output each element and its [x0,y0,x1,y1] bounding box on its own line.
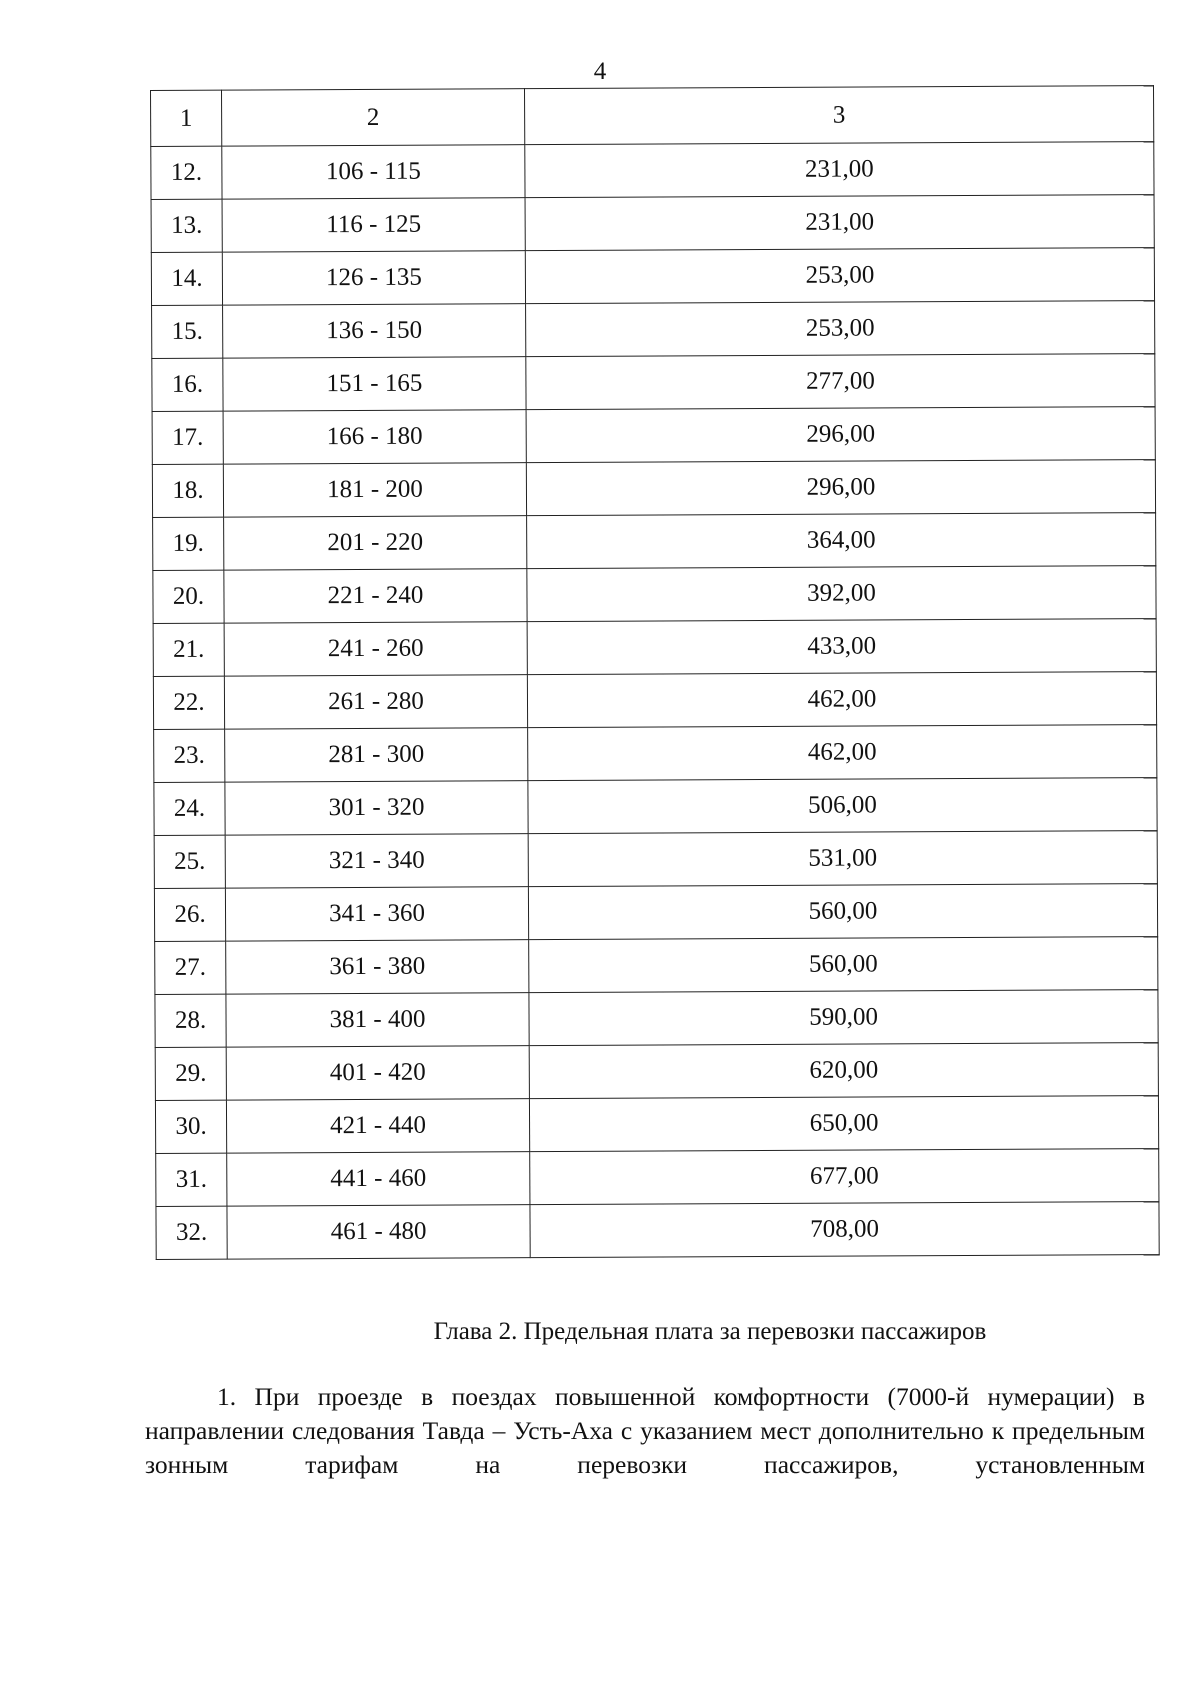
table-row [151,195,1154,253]
distance-range-cell: 166 - 180 [223,410,526,464]
table-row [152,460,1155,518]
tariff-cell: 560,00 [529,937,1158,993]
tariff-cell: 231,00 [525,142,1154,198]
tariff-table [150,85,1160,1260]
table-row [154,884,1157,942]
distance-range-cell: 241 - 260 [224,622,527,676]
distance-range-cell: 126 - 135 [222,251,525,305]
row-number-cell: 21. [153,623,224,676]
table-row [152,301,1155,359]
table-row [152,407,1155,465]
row-number-cell: 22. [153,676,224,729]
table-row [155,1043,1158,1101]
row-number-cell: 14. [151,252,222,305]
row-number-cell: 28. [155,994,226,1047]
tariff-cell: 531,00 [528,831,1157,887]
distance-range-cell: 421 - 440 [226,1099,529,1153]
header-cell-1: 1 [151,90,222,146]
row-number-cell: 27. [155,941,226,994]
table-row [153,672,1156,730]
distance-range-cell: 116 - 125 [222,198,525,252]
tariff-cell: 253,00 [525,248,1154,304]
tariff-cell: 253,00 [526,301,1155,357]
tariff-cell: 392,00 [527,566,1156,622]
table-row [155,937,1158,995]
tariff-cell: 506,00 [528,778,1157,834]
tariff-cell: 560,00 [528,884,1157,940]
distance-range-cell: 341 - 360 [225,887,528,941]
table-row [151,142,1154,200]
distance-range-cell: 461 - 480 [227,1205,530,1259]
table-row [153,513,1156,571]
table-body [151,86,1160,1260]
tariff-cell: 433,00 [527,619,1156,675]
row-number-cell: 32. [156,1206,227,1259]
row-number-cell: 17. [152,411,223,464]
distance-range-cell: 361 - 380 [226,940,529,994]
tariff-cell: 277,00 [526,354,1155,410]
table-row [153,566,1156,624]
tariff-cell: 462,00 [527,672,1156,728]
tariff-cell: 590,00 [529,990,1158,1046]
table-row [154,778,1157,836]
table-row [151,248,1154,306]
tariff-cell: 462,00 [528,725,1157,781]
table-header-row [151,86,1154,147]
distance-range-cell: 221 - 240 [224,569,527,623]
distance-range-cell: 321 - 340 [225,834,528,888]
header-cell-2: 2 [222,89,525,146]
tariff-cell: 231,00 [525,195,1154,251]
table-row [156,1202,1159,1260]
distance-range-cell: 401 - 420 [226,1046,529,1100]
row-number-cell: 26. [154,888,225,941]
tariff-cell: 677,00 [530,1149,1159,1205]
row-number-cell: 19. [153,517,224,570]
table-row [155,990,1158,1048]
row-number-cell: 18. [152,464,223,517]
row-number-cell: 25. [154,835,225,888]
table-row [155,1096,1158,1154]
row-number-cell: 30. [155,1100,226,1153]
distance-range-cell: 441 - 460 [227,1152,530,1206]
row-number-cell: 29. [155,1047,226,1100]
distance-range-cell: 301 - 320 [225,781,528,835]
distance-range-cell: 261 - 280 [224,675,527,729]
row-number-cell: 12. [151,146,222,199]
distance-range-cell: 381 - 400 [226,993,529,1047]
header-cell-3: 3 [524,86,1153,145]
row-number-cell: 15. [152,305,223,358]
row-number-cell: 23. [154,729,225,782]
row-number-cell: 20. [153,570,224,623]
tariff-cell: 296,00 [526,407,1155,463]
tariff-cell: 650,00 [529,1096,1158,1152]
distance-range-cell: 201 - 220 [224,516,527,570]
distance-range-cell: 106 - 115 [222,145,525,199]
row-number-cell: 24. [154,782,225,835]
distance-range-cell: 281 - 300 [225,728,528,782]
distance-range-cell: 136 - 150 [223,304,526,358]
chapter-title: Глава 2. Предельная плата за перевозки пассажиров [433,1318,987,1345]
page-number: 4 [593,58,607,85]
tariff-cell: 364,00 [527,513,1156,569]
table-row [154,831,1157,889]
table-row [152,354,1155,412]
tariff-cell: 620,00 [529,1043,1158,1099]
table-row [156,1149,1159,1207]
distance-range-cell: 181 - 200 [223,463,526,517]
tariff-cell: 708,00 [530,1202,1159,1258]
body-paragraph: 1. При проезде в поездах повышенной комфортности (7000-й нумерации) в направлении следования Тавда – Усть-Аха с указанием мест дополнительно к предельным зонным тарифам на перевозки пассажиров, установленным [145,1382,1145,1479]
tariff-cell: 296,00 [526,460,1155,516]
row-number-cell: 13. [151,199,222,252]
table-row [154,725,1157,783]
row-number-cell: 31. [156,1153,227,1206]
distance-range-cell: 151 - 165 [223,357,526,411]
row-number-cell: 16. [152,358,223,411]
table-row [153,619,1156,677]
